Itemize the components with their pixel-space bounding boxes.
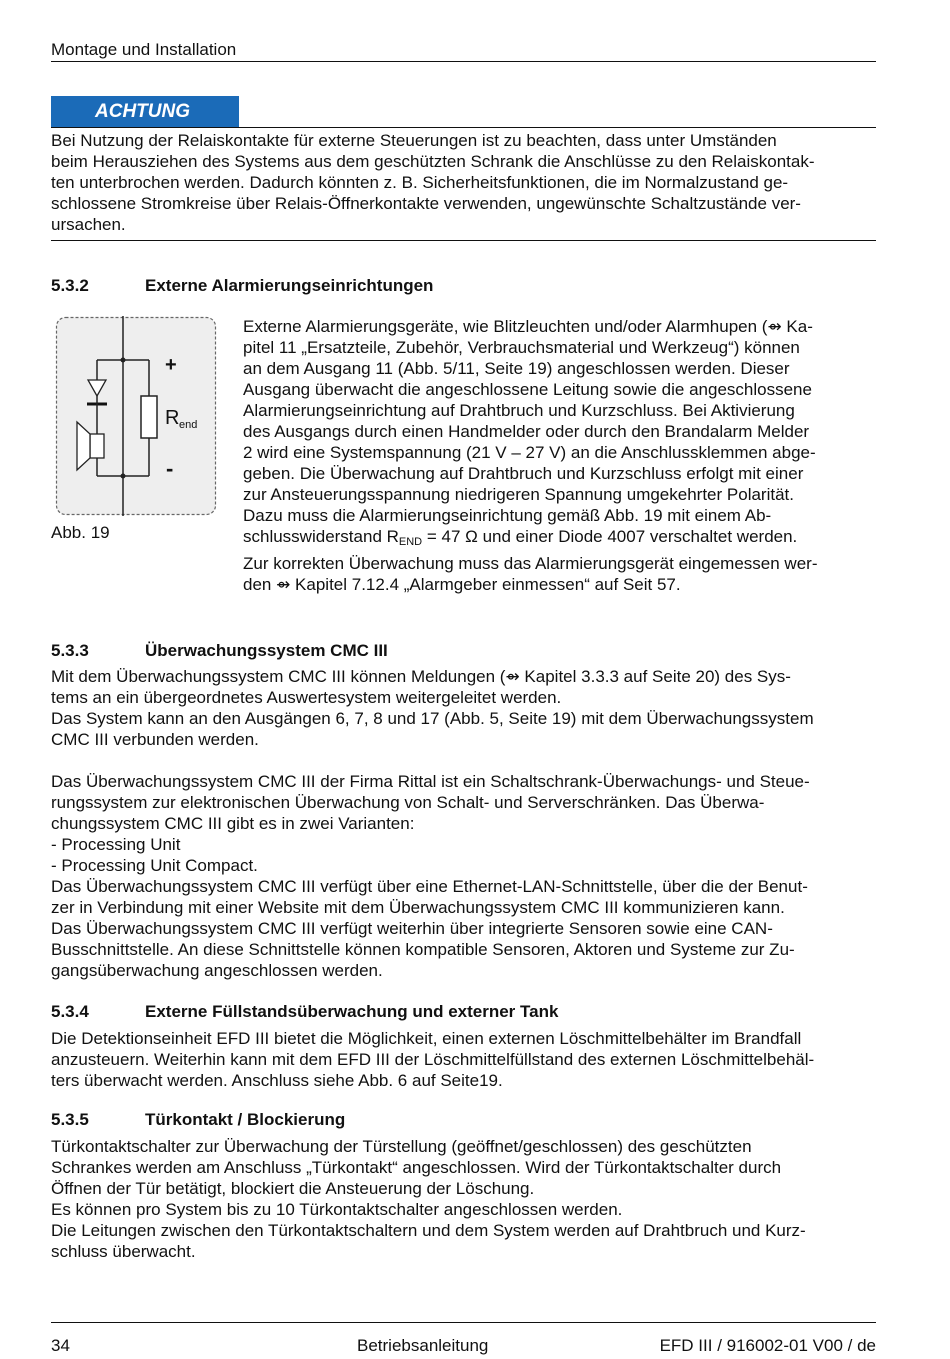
section-number: 5.3.4 xyxy=(51,1002,89,1021)
notice-rule-top xyxy=(51,127,876,128)
header-rule xyxy=(51,61,876,62)
text-line: Dazu muss die Alarmierungseinrichtung gemäß Abb. 19 mit einem Ab- xyxy=(243,506,772,525)
text-line: Es können pro System bis zu 10 Türkontaktschalter angeschlossen werden. xyxy=(51,1200,623,1219)
text-line: zur Ansteuerungsspannung niedrigeren Spannung umgekehrter Polarität. xyxy=(243,485,794,504)
text-line: Externe Alarmierungsgeräte, wie Blitzleuchten und/oder Alarmhupen (⇴ Ka- xyxy=(243,317,813,336)
footer-rule xyxy=(51,1322,876,1323)
text-line: Alarmierungseinrichtung auf Drahtbruch und Kurzschluss. Bei Aktivierung xyxy=(243,401,795,420)
section-5-3-3-para-1 xyxy=(51,666,876,750)
resistor-sub-label: end xyxy=(179,419,198,431)
footer-doc-type: Betriebsanleitung xyxy=(357,1336,489,1355)
text-line: schluss überwacht. xyxy=(51,1242,196,1261)
text-line: tems an ein übergeordnetes Auswertesystem weitergeleitet werden. xyxy=(51,688,562,707)
text-line: anzusteuern. Weiterhin kann mit dem EFD III der Löschmittelfüllstand des externen Löschmittelbehäl- xyxy=(51,1050,815,1069)
resistor-label: R xyxy=(165,407,180,429)
text-line: geben. Die Überwachung auf Drahtbruch und Kurzschluss erfolgt mit einer xyxy=(243,464,804,483)
section-5-3-4-body xyxy=(51,1028,876,1091)
section-title: Externe Alarmierungseinrichtungen xyxy=(145,276,434,295)
wiring-diagram-svg xyxy=(55,316,217,516)
text-line: Busschnittstelle. An diese Schnittstelle können kompatible Sensoren, Aktoren und Systeme zur Zu- xyxy=(51,940,795,959)
text-line: 2 wird eine Systemspannung (21 V – 27 V) an die Anschlussklemmen abge- xyxy=(243,443,816,462)
text-line: den ⇴ Kapitel 7.12.4 „Alarmgeber einmessen“ auf Seit 57. xyxy=(243,575,681,594)
text-line: rungssystem zur elektronischen Überwachung von Schalt- und Serverschränken. Das Überwa- xyxy=(51,793,765,812)
text-line: - Processing Unit Compact. xyxy=(51,856,258,875)
section-title: Überwachungssystem CMC III xyxy=(145,641,388,660)
text-line: Das Überwachungssystem CMC III verfügt weiterhin über integrierte Sensoren sowie eine CAN- xyxy=(51,919,773,938)
wiring-diagram xyxy=(55,316,217,516)
section-heading-5-3-2 xyxy=(51,275,876,297)
section-title: Externe Füllstandsüberwachung und externer Tank xyxy=(145,1002,559,1021)
section-number: 5.3.2 xyxy=(51,276,89,295)
text-line: Das Überwachungssystem CMC III verfügt über eine Ethernet-LAN-Schnittstelle, über die der Benut- xyxy=(51,877,808,896)
footer-doc-id: EFD III / 916002-01 V00 / de xyxy=(659,1336,876,1355)
section-heading-5-3-5 xyxy=(51,1109,876,1131)
notice-badge: ACHTUNG xyxy=(51,96,239,127)
text-line: Die Leitungen zwischen den Türkontaktschaltern und dem System werden auf Drahtbruch und Kurz- xyxy=(51,1221,806,1240)
notice-line: ten unterbrochen werden. Dadurch könnten z. B. Sicherheitsfunktionen, die im Normalzustand ge- xyxy=(51,173,789,192)
section-5-3-5-body xyxy=(51,1136,876,1262)
notice-line: Bei Nutzung der Relaiskontakte für externe Steuerungen ist zu beachten, dass unter Umständen xyxy=(51,131,777,150)
text-line: ters überwacht werden. Anschluss siehe Abb. 6 auf Seite19. xyxy=(51,1071,503,1090)
text-line: - Processing Unit xyxy=(51,835,181,854)
plus-label: + xyxy=(165,354,177,376)
minus-label: - xyxy=(166,456,174,481)
resistor-line xyxy=(243,526,883,553)
section-title: Türkontakt / Blockierung xyxy=(145,1110,346,1129)
text-run: = 47 Ω und einer Diode 4007 verschaltet werden. xyxy=(422,527,798,546)
text-line: des Ausgangs durch einen Handmelder oder durch den Brandalarm Melder xyxy=(243,422,810,441)
section-number: 5.3.3 xyxy=(51,641,89,660)
text-line: Das System kann an den Ausgängen 6, 7, 8 und 17 (Abb. 5, Seite 19) mit dem Überwachungssystem xyxy=(51,709,814,728)
section-heading-5-3-3 xyxy=(51,640,876,662)
notice-line: beim Herausziehen des Systems aus dem geschützten Schrank die Anschlüsse zu den Relaiskontak- xyxy=(51,152,815,171)
notice-line: ursachen. xyxy=(51,215,126,234)
figure-caption: Abb. 19 xyxy=(51,523,110,542)
text-line: Mit dem Überwachungssystem CMC III können Meldungen (⇴ Kapitel 3.3.3 auf Seite 20) des Sys- xyxy=(51,667,791,686)
page-number: 34 xyxy=(51,1336,70,1355)
text-line: Öffnen der Tür betätigt, blockiert die Ansteuerung der Löschung. xyxy=(51,1179,535,1198)
text-line: an dem Ausgang 11 (Abb. 5/11, Seite 19) angeschlossen werden. Dieser xyxy=(243,359,790,378)
page-header: Montage und Installation xyxy=(51,40,237,59)
text-line: CMC III verbunden werden. xyxy=(51,730,259,749)
text-line: gangsüberwachung angeschlossen werden. xyxy=(51,961,383,980)
notice-text xyxy=(51,130,876,235)
text-line: Ausgang überwacht die angeschlossene Leitung sowie die angeschlossene xyxy=(243,380,812,399)
section-number: 5.3.5 xyxy=(51,1110,89,1129)
subscript-end: END xyxy=(398,536,423,548)
section-5-3-2-body xyxy=(243,316,883,595)
text-line: zer in Verbindung mit einer Website mit dem Überwachungssystem CMC III kommunizieren kann. xyxy=(51,898,785,917)
section-5-3-3-para-2 xyxy=(51,771,876,981)
text-line: Die Detektionseinheit EFD III bietet die Möglichkeit, einen externen Löschmittelbehälter im Brandfall xyxy=(51,1029,802,1048)
text-line: pitel 11 „Ersatzteile, Zubehör, Verbrauchsmaterial und Werkzeug“) können xyxy=(243,338,800,357)
text-line: Türkontaktschalter zur Überwachung der Türstellung (geöffnet/geschlossen) des geschützten xyxy=(51,1137,752,1156)
notice-line: schlossene Stromkreise über Relais-Öffnerkontakte verwenden, ungewünschte Schaltzustände ver- xyxy=(51,194,801,213)
text-line: Zur korrekten Überwachung muss das Alarmierungsgerät eingemessen wer- xyxy=(243,554,818,573)
text-line: Das Überwachungssystem CMC III der Firma Rittal ist ein Schaltschrank-Überwachungs- und Steue- xyxy=(51,772,810,791)
notice-rule-bottom xyxy=(51,240,876,241)
section-heading-5-3-4 xyxy=(51,1001,876,1023)
text-line: Schrankes werden am Anschluss „Türkontakt“ angeschlossen. Wird der Türkontaktschalter durch xyxy=(51,1158,782,1177)
text-line: chungssystem CMC III gibt es in zwei Varianten: xyxy=(51,814,415,833)
text-run: schlusswiderstand R xyxy=(243,527,399,546)
